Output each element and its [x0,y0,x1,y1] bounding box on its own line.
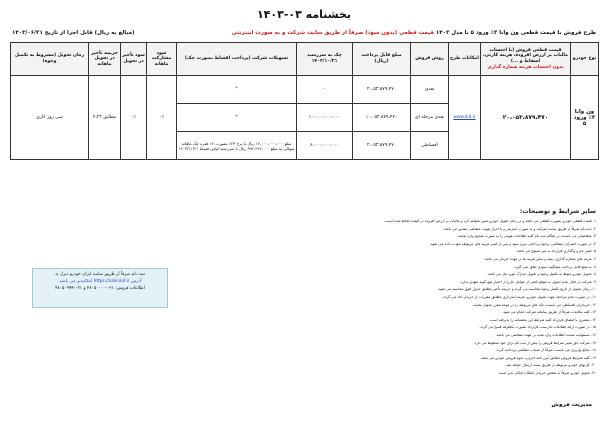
page-title: بخشنامه ۰۳-۱۴۰۳ [256,8,352,21]
date-meta [12,30,135,36]
info-line: اطلاعات فروش: ۰۲۱-۴۸۰۵۰۰۰۰ و ۰۲۱-۴۸۰۵۰۹۹۹ [55,286,145,292]
sale-method-cell: اقساطی [411,132,449,160]
header-penalty2: جریمه تأخیر در تحویل ماهانه [89,43,121,76]
condition-item: ۴- در صورت انصراف متقاضی، وجوه پرداختی بدون سود و پس از کسر هزینه های مربوطه عودت داده می شود. [429,241,596,246]
check-notes-cell: * [177,104,297,132]
model-cell: ون وانا ۳٪ ورود ۵ [571,76,599,160]
price-cell: ۲۰،۰۵۳،۸۷۹،۴۷۰ [481,76,571,160]
plan-label: طرح فروش [563,30,596,36]
penalty-cell: ۰٪ [121,76,147,160]
condition-item: ۱- قیمت قطعی خودرو بصورت قطعی می باشد و در زمان تحویل خودرو تغییر نخواهد کرد و مالیات بر ارزش افزوده در قیمت لحاظ شده است. [383,219,596,223]
header-payment: مبلغ قابل پرداخت (ریال) [353,43,411,76]
condition-item: ۵- تغییر نام و واگذاری قرارداد به غیر ممنوع می باشد. [515,249,596,254]
condition-item: ۱۸- مبالغ واریزی می بایست صرفاً از حساب متقاضی پرداخت گردد. [495,348,596,353]
participation-cell: ۰٪ [147,76,177,160]
condition-item: ۲۱- تحویل خودرو صرفاً به شخص خریدار (مالک) امکان پذیر است. [497,370,596,375]
condition-item: ۱۵- در صورت ارائه اطلاعات نادرست، قرارداد بصورت یکطرفه فسخ می گردد. [478,325,596,330]
payment-cell: ۲۰،۵۳،۸۷۹،۴۷۰ [353,76,411,104]
check-cell: ۱۰،۰۰۰،۰۰۰،۰۰۰ [297,104,353,132]
condition-item: ۲- ثبت نام صرفاً از طریق سایت شرکت و به صورت اینترنتی و با احراز هویت متقاضی مقدور می باشد. [442,226,596,231]
header-price-note: بدون احتساب هزینه شماره گذاری [487,64,564,70]
condition-item: ۸- تحویل خودرو منوط به تکمیل وجوه و تحویل مدارک مورد نیاز می باشد. [486,272,596,277]
condition-item: ۶- هزینه های شماره گذاری، بیمه و سایر هزینه ها بر عهده خریدار می باشد. [483,256,596,261]
check-cell: ۶،۰۰۰،۰۰۰،۰۰۰ [297,132,353,160]
plan-highlight: قیمت قطعی (بدون سود) صرفاً از طریق سایت شرکت و به صورت اینترنتی [231,30,434,36]
sale-method-cell: نقدی مرحله ای [411,104,449,132]
conditions-title: سایر شرایط و توضیحات: [519,208,596,215]
condition-item: ۱۴- مشتری با امضای قرارداد کلیه شرایط این بخشنامه را پذیرفته است. [488,317,596,322]
condition-item: ۱۹- کلیه شرایط فروش مطابق آیین نامه اجرایی نحوه فروش خودرو می باشد. [479,355,596,360]
header-delivery: زمان تحویل (مشروط به تکمیل وجوه) [11,43,89,76]
check-notes-cell: مبلغ ۱۲،۰۰۰،۰۰۰،۰۰۰ ریال با نرخ ۲۳٪ بصورت ۱۲ فقره چک ماهانه متوالی به مبلغ ۹۹۲،۲۹۲،۰۰۰ ریال با سررسید اولین قسط ۱۴۰۳/۱۱/۲۱ [177,132,297,160]
header-check-notes: تسهیلات شرکت (پرداخت اقساط بصورت چک) [177,43,297,76]
condition-item: ۱۲- خریداران اقساطی می بایست چک های مربوطه را در موعد مقرر تحویل نمایند. [472,302,596,307]
header-price: قیمت قطعی فروش (با احتساب مالیات بر ارزش افزوده، هزینه کارتی، اسقاط و ...) بدون احتساب هزینه شماره گذاری [481,43,571,76]
info-link-line[interactable]: آدرس https://sale.ikd.ir امکانپذیر می باشد. [58,279,142,285]
header-participation: سود مشارکت ماهانه [147,43,177,76]
condition-item: ۱۳- کلیه مکاتبات صرفاً از طریق سامانه شرکت انجام می شود. [502,310,596,315]
plan-description [232,30,596,36]
payment-cell: ۲،۰۵۳،۸۷۹،۴۷۰ [353,132,411,160]
price-table [10,42,599,160]
signature-footer: مدیریت فروش [551,402,592,408]
check-cell: - [297,76,353,104]
table-row [11,76,599,104]
condition-item: ۱۱- در صورت عدم مراجعه جهت تحویل خودرو، هزینه انبارداری مطابق مقررات از خریدار اخذ می گردد. [442,294,596,299]
header-sale-method: روش فروش [411,43,449,76]
penalty2-cell: مطابق ۴،۲۲ [89,76,121,160]
table-header-row [11,43,599,76]
header-plan-options: امکانات طرح [449,43,481,76]
header-check: چک به سررسید ۱۴۰۳/۱۰/۲۱ [297,43,353,76]
payment-cell: ۱۰،۰۵۳،۸۷۹،۴۷۰ [353,104,411,132]
check-notes-cell: * [177,76,297,104]
sales-circular [10,2,598,423]
site-link[interactable]: www.ikd.ir [453,115,476,120]
condition-item: ۱۰- زمان تحویل از تاریخ تکمیل وجوه محاسبه می گردد و جریمه تأخیر مطابق جدول فوق محاسبه می شود. [437,287,596,292]
registration-info-box [32,268,168,308]
header-penalty: سود تأخیر در تحویل [121,43,147,76]
condition-item: ۲۰- کارتهای خودرو مربوطه از طریق پست ارسال خواهد شد. [505,363,596,368]
condition-item: ۱۶- مسئولیت صحت اطلاعات وارد شده بر عهده متقاضی می باشد. [495,332,596,337]
condition-item: ۹- شرکت در قبال عدم تحویل به موقع ناشی از عوامل خارج از اختیار هیچ گونه تعهدی ندارد. [459,279,596,284]
info-line: ثبت نام صرفاً از طریق سایت ایران خودرو دیزل به [55,272,145,277]
plan-text: با قیمت قطعی ون وانا ۳٪ ورود ۵ با مدل ۱۴۰۳ [435,30,562,36]
condition-item: ۱۷- شرکت حق تغییر شرایط فروش را پیش از ثبت نام برای خود محفوظ می دارد. [473,340,596,345]
effective-date: قابل اجرا از تاریخ ۱۴۰۳/۰۶/۲۱ [12,30,93,36]
site-cell [449,76,481,160]
plan-subtitle-bar [10,28,598,42]
condition-item: ۳- متقاضیان می بایست در هنگام ثبت نام کلیه اطلاعات هویتی را به صورت صحیح وارد نمایند. [457,234,596,239]
condition-item: ۷- به مبلغ قابل پرداخت هیچگونه سودی تعلق نمی گیرد. [513,264,596,269]
currency-note: (مبالغ به ریال) [94,30,135,36]
sale-method-cell: نقدی [411,76,449,104]
delivery-cell: سی روز کاری [11,76,89,160]
header-model: نوع خودرو [571,43,599,76]
